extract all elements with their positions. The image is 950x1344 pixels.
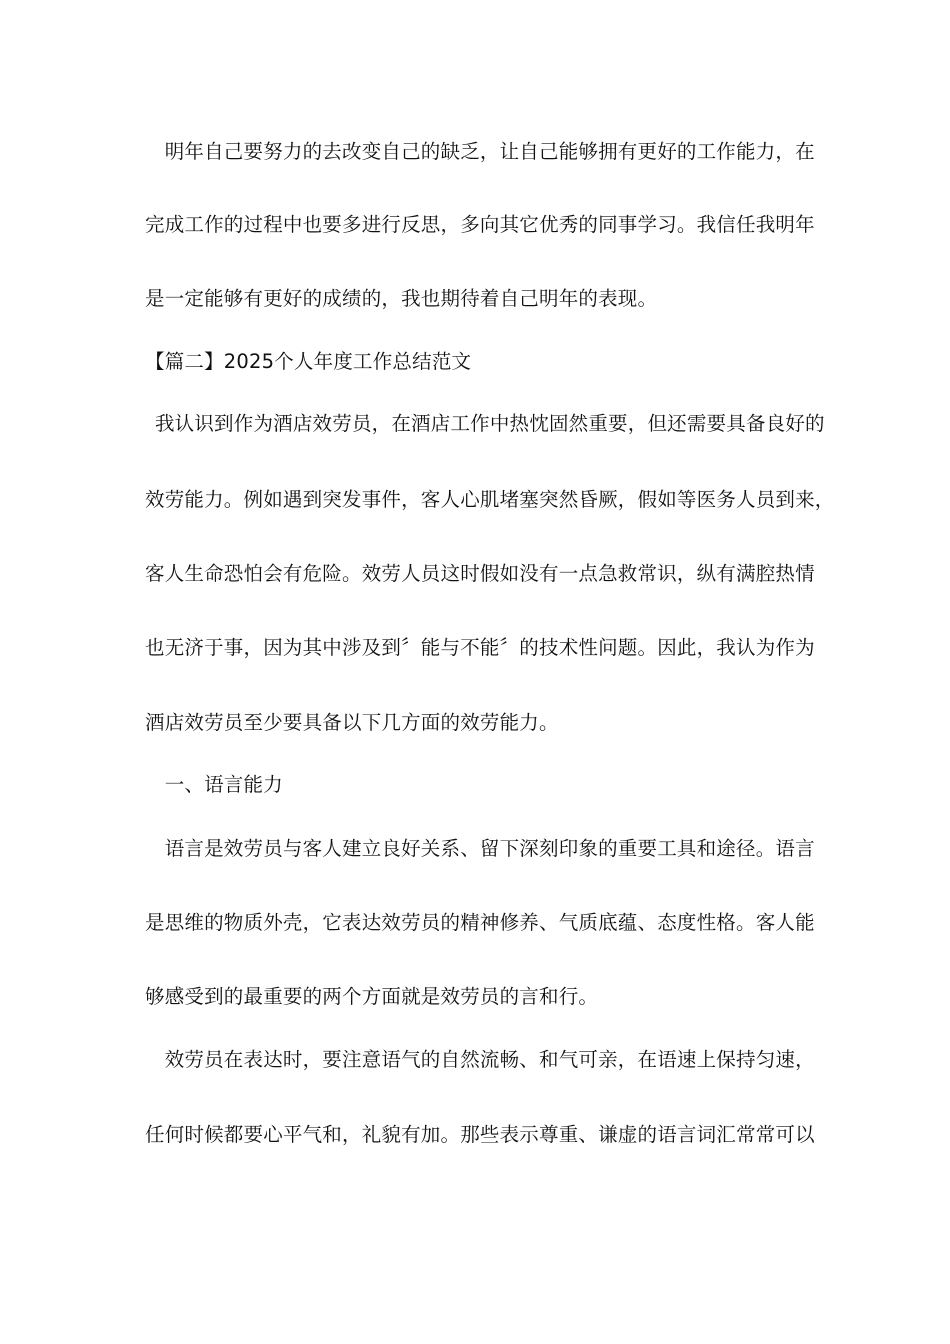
paragraph-line: 是一定能够有更好的成绩的，我也期待着自己明年的表现。 [145,287,658,310]
paragraph-line: 效劳员在表达时，要注意语气的自然流畅、和气可亲，在语速上保持匀速， [145,1048,815,1071]
paragraph-line: 也无济于事，因为其中涉及到〞能与不能〞的技术性问题。因此，我认为作为 [145,636,815,659]
paragraph-line: 我认识到作为酒店效劳员，在酒店工作中热忱固然重要，但还需要具备良好的 [145,412,825,435]
paragraph-line: 酒店效劳员至少要具备以下几方面的效劳能力。 [145,711,559,734]
paragraph-line: 完成工作的过程中也要多进行反思，多向其它优秀的同事学习。我信任我明年 [145,213,815,236]
paragraph-line: 是思维的物质外壳，它表达效劳员的精神修养、气质底蕴、态度性格。客人能 [145,911,815,934]
paragraph-line: 明年自己要努力的去改变自己的缺乏，让自己能够拥有更好的工作能力，在 [145,140,815,163]
paragraph-line: 客人生命恐怕会有危险。效劳人员这时假如没有一点急救常识，纵有满腔热情 [145,562,815,585]
paragraph-line: 效劳能力。例如遇到突发事件，客人心肌堵塞突然昏厥，假如等医务人员到来， [145,488,835,511]
paragraph-line: 任何时候都要心平气和，礼貌有加。那些表示尊重、谦虚的语言词汇常常可以 [145,1123,815,1146]
section-heading: 【篇二】2025个人年度工作总结范文 [145,350,472,373]
paragraph-line: 够感受到的最重要的两个方面就是效劳员的言和行。 [145,985,599,1008]
paragraph-line: 语言是效劳员与客人建立良好关系、留下深刻印象的重要工具和途径。语言 [145,837,815,860]
subsection-heading: 一、语言能力 [145,773,283,796]
